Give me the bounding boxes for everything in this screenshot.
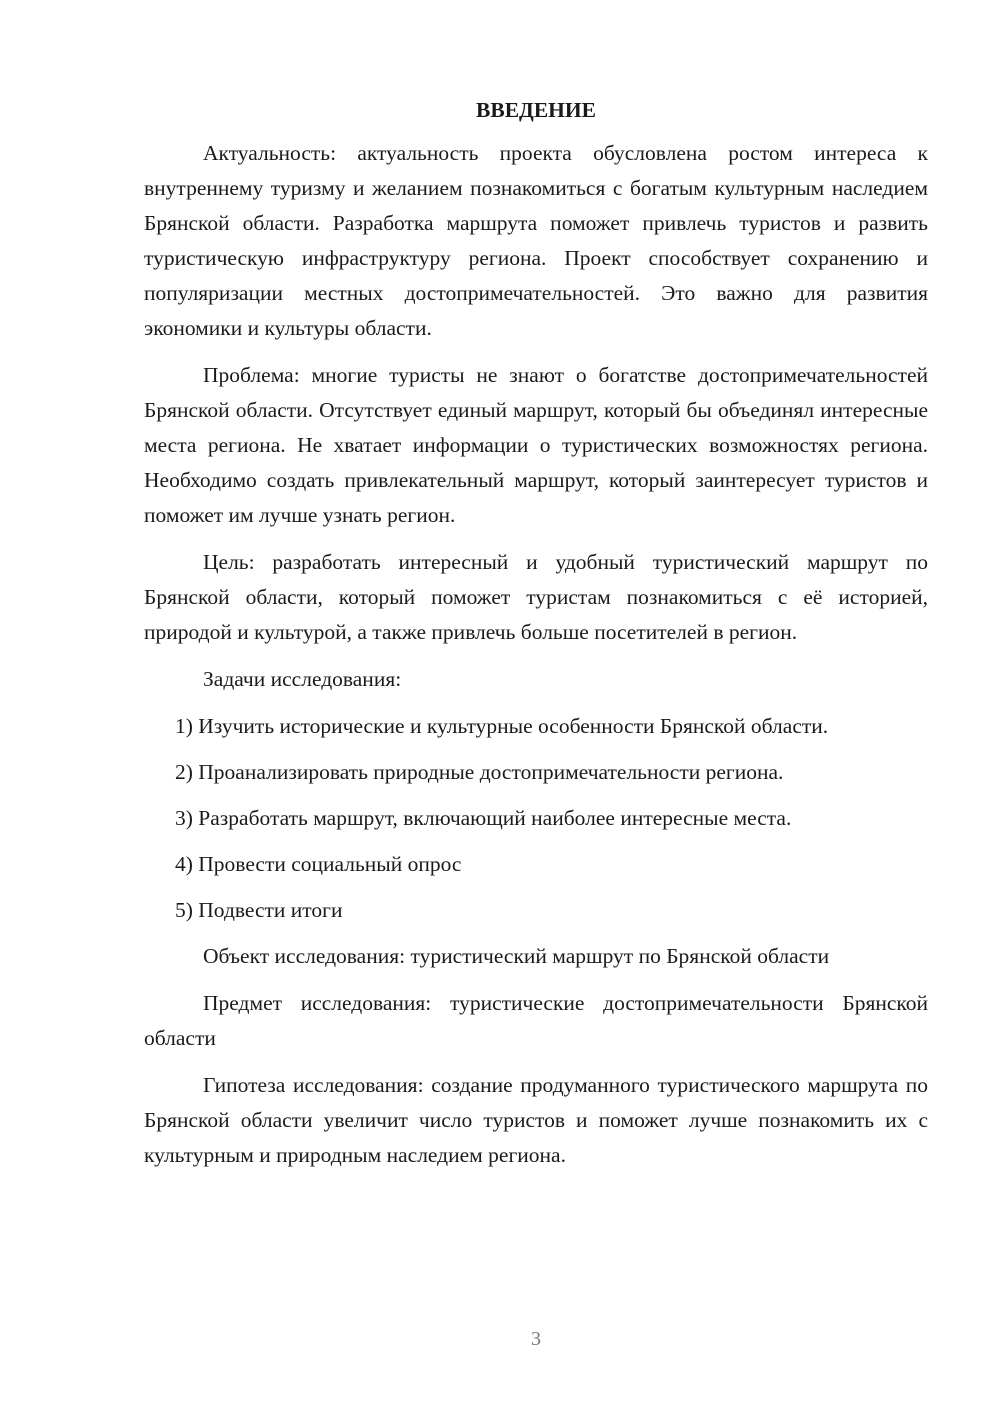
task-item-4: 4) Провести социальный опрос [175,852,462,876]
goal-paragraph: Цель: разработать интересный и удобный туристический маршрут по Брянской области, который поможет туристам познакомиться с её историей, природой и культурой, а также привлечь больше посетителей в регион. [144,550,928,644]
page-number: 3 [531,1328,541,1350]
section-title: ВВЕДЕНИЕ [476,98,596,122]
problem-paragraph: Проблема: многие туристы не знают о богатстве достопримечательностей Брянской области. Отсутствует единый маршрут, который бы объединял интересные места региона. Не хватает информации о туристических возможностях региона. Необходимо создать привлекательный маршрут, который заинтересует туристов и поможет им лучше узнать регион. [144,363,928,527]
relevance-paragraph: Актуальность: актуальность проекта обусловлена ростом интереса к внутреннему туризму и желанием познакомиться с богатым культурным наследием Брянской области. Разработка маршрута поможет привлечь туристов и развить туристическую инфраструктуру региона. Проект способствует сохранению и популяризации местных достопримечательностей. Это важно для развития экономики и культуры области. [144,141,928,340]
task-item-3: 3) Разработать маршрут, включающий наиболее интересные места. [175,806,792,830]
task-item-5: 5) Подвести итоги [175,898,343,922]
hypothesis-paragraph: Гипотеза исследования: создание продуманного туристического маршрута по Брянской области увеличит число туристов и поможет лучше познакомить их с культурным и природным наследием региона. [144,1073,928,1167]
document-page [144,96,928,1185]
task-item-1: 1) Изучить исторические и культурные особенности Брянской области. [175,714,829,738]
subject-paragraph: Предмет исследования: туристические достопримечательности Брянской области [144,991,928,1050]
object-paragraph: Объект исследования: туристический маршрут по Брянской области [203,944,830,968]
task-item-2: 2) Проанализировать природные достопримечательности региона. [175,760,784,784]
tasks-heading: Задачи исследования: [203,667,402,691]
